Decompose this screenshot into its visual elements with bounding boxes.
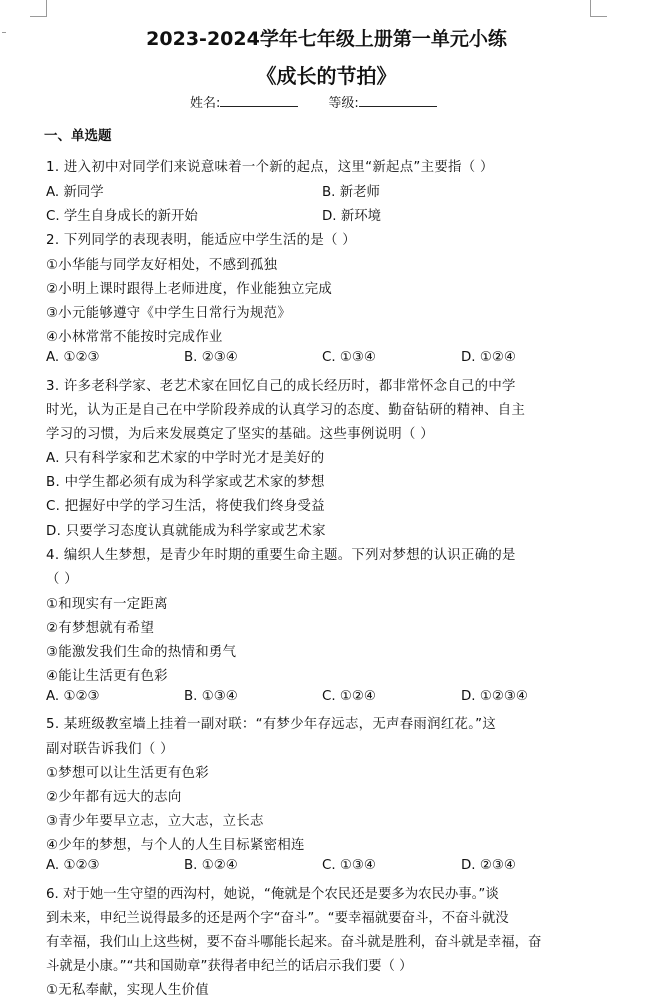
q2-item-2: ②小明上课时跟得上老师进度，作业能独立完成 xyxy=(46,282,333,297)
q6-stem-line-2: 到未来，申纪兰说得最多的还是两个字“奋斗”。“要幸福就要奋斗，不奋斗就没 xyxy=(46,911,509,926)
q6-stem-line-4: 斗就是小康。”“共和国勋章”获得者申纪兰的话启示我们要（ ） xyxy=(46,959,413,974)
q5-item-1: ①梦想可以让生活更有色彩 xyxy=(46,766,209,781)
q5-option-d[interactable]: D. ②③④ xyxy=(461,858,516,873)
q3-option-d[interactable]: D. 只要学习态度认真就能成为科学家或艺术家 xyxy=(46,524,326,539)
name-label: 姓名: xyxy=(190,96,221,111)
q5-item-2: ②少年都有远大的志向 xyxy=(46,790,182,805)
q3-option-c[interactable]: C. 把握好中学的学习生活，将使我们终身受益 xyxy=(46,499,325,514)
q4-item-1: ①和现实有一定距离 xyxy=(46,597,168,612)
q6-stem-line-3: 有幸福，我们山上这些树，要不奋斗哪能长起来。奋斗就是胜利，奋斗就是幸福，奋 xyxy=(46,935,542,950)
document-title: 2023-2024学年七年级上册第一单元小练 xyxy=(146,28,507,50)
q2-option-c[interactable]: C. ①③④ xyxy=(322,350,376,365)
q1-option-b[interactable]: B. 新老师 xyxy=(322,185,380,200)
q5-stem-line-1: 5. 某班级教室墙上挂着一副对联：“有梦少年存远志，无声春雨润红花。”这 xyxy=(46,717,497,732)
q4-option-b[interactable]: B. ①③④ xyxy=(184,689,238,704)
q3-stem-line-2: 时光，认为正是自己在中学阶段养成的认真学习的态度、勤奋钻研的精神、自主 xyxy=(46,403,526,418)
q3-option-a[interactable]: A. 只有科学家和艺术家的中学时光才是美好的 xyxy=(46,451,325,466)
q2-item-4: ④小林常常不能按时完成作业 xyxy=(46,330,223,345)
document-subtitle: 《成长的节拍》 xyxy=(256,64,397,88)
q4-option-a[interactable]: A. ①②③ xyxy=(46,689,100,704)
q4-item-3: ③能激发我们生命的热情和勇气 xyxy=(46,645,237,660)
crop-mark-top-left xyxy=(30,0,47,17)
section-heading: 一、单选题 xyxy=(44,128,112,144)
q5-item-4: ④少年的梦想，与个人的人生目标紧密相连 xyxy=(46,838,305,853)
crop-mark-top-right xyxy=(590,0,607,17)
q5-option-c[interactable]: C. ①③④ xyxy=(322,858,376,873)
q4-option-d[interactable]: D. ①②③④ xyxy=(461,689,528,704)
q3-option-b[interactable]: B. 中学生都必须有成为科学家或艺术家的梦想 xyxy=(46,475,325,490)
q2-option-d[interactable]: D. ①②④ xyxy=(461,350,516,365)
q2-item-1: ①小华能与同学友好相处，不感到孤独 xyxy=(46,258,278,273)
q1-option-c[interactable]: C. 学生自身成长的新开始 xyxy=(46,209,198,224)
q4-item-4: ④能让生活更有色彩 xyxy=(46,669,168,684)
q6-item-1: ①无私奉献，实现人生价值 xyxy=(46,983,209,998)
q5-item-3: ③青少年要早立志，立大志，立长志 xyxy=(46,814,264,829)
student-info xyxy=(190,92,437,111)
q1-stem: 1. 进入初中对同学们来说意味着一个新的起点，这里“新起点”主要指（ ） xyxy=(46,160,494,175)
grade-label: 等级: xyxy=(328,96,359,111)
name-blank[interactable] xyxy=(220,94,298,107)
q5-option-a[interactable]: A. ①②③ xyxy=(46,858,100,873)
q5-stem-line-2: 副对联告诉我们（ ） xyxy=(46,742,174,757)
q2-stem: 2. 下列同学的表现表明，能适应中学生活的是（ ） xyxy=(46,233,356,248)
q3-stem-line-3: 学习的习惯，为后来发展奠定了坚实的基础。这些事例说明（ ） xyxy=(46,427,434,442)
q4-item-2: ②有梦想就有希望 xyxy=(46,621,155,636)
q2-option-a[interactable]: A. ①②③ xyxy=(46,350,100,365)
grade-blank[interactable] xyxy=(359,94,437,107)
q5-option-b[interactable]: B. ①②④ xyxy=(184,858,238,873)
q2-item-3: ③小元能够遵守《中学生日常行为规范》 xyxy=(46,306,292,321)
q4-stem-line-1: 4. 编织人生梦想，是青少年时期的重要生命主题。下列对梦想的认识正确的是 xyxy=(46,548,516,563)
q1-option-a[interactable]: A. 新同学 xyxy=(46,185,104,200)
q6-stem-line-1: 6. 对于她一生守望的西沟村，她说，“俺就是个农民还是要多为农民办事。”谈 xyxy=(46,887,499,902)
q1-option-d[interactable]: D. 新环境 xyxy=(322,209,381,224)
q4-option-c[interactable]: C. ①②④ xyxy=(322,689,376,704)
q2-option-b[interactable]: B. ②③④ xyxy=(184,350,238,365)
q3-stem-line-1: 3. 许多老科学家、老艺术家在回忆自己的成长经历时，都非常怀念自己的中学 xyxy=(46,379,516,394)
q4-stem-line-2: （ ） xyxy=(46,572,78,587)
